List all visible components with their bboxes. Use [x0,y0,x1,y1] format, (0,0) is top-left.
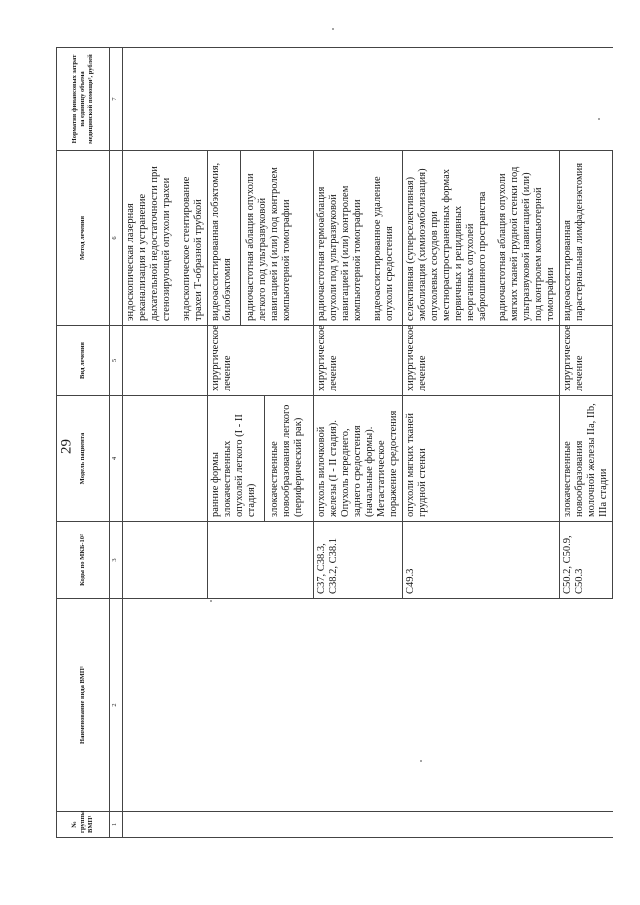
model-cell: опухоли мягких тканей грудной стенки [403,396,560,522]
header-treatment-type: Вид лечения [57,326,110,396]
table-row [403,48,560,838]
cost-cell [123,48,208,151]
method-cell [123,151,208,326]
column-number: 2 [110,599,123,812]
column-number: 7 [110,48,123,151]
scan-speck [598,118,600,120]
method-item: радиочастотная термоаблация опухоли под ультразвуковой навигацией и (или) контролем компьютерной томографии [316,185,363,321]
method-item: радиочастотная аблация опухоли мягких тканей грудной стенки под ультразвуковой навигацией (или) под контролем компьютерной томографии [497,166,556,321]
codes-cell: C50.2, C50.9, C50.3 [560,522,613,599]
header-treatment-method: Метод лечения [57,151,110,326]
model-cell: опухоль вилочковой железы (I - II стадия). Опухоль переднего, заднего средостения (начальные формы). Метастатическое поражение средостения [314,396,403,522]
codes-cell: C49.3 [403,522,560,599]
header-icd-codes: Коды по МКБ-10² [57,522,110,599]
table-row [314,48,403,838]
page-number: 29 [58,439,75,454]
treatment-cell [123,326,208,396]
header-cost-norm: Норматив финансовых затрат на единицу объема медицинской помощи³, рублей [57,48,110,151]
column-number: 3 [110,522,123,599]
method-cell [314,151,403,326]
scan-speck [420,760,422,762]
method-item: видеоассистированная лобэктомия, билобэктомия [210,162,233,321]
treatment-cell: хирургическое лечение [314,326,403,396]
model-item: ранние формы злокачественных опухолей легкого (I - II стадия) [210,414,257,517]
vmp-name-cell [560,599,613,812]
column-number: 4 [110,396,123,522]
model-item: злокачественные новообразования легкого (периферический рак) [264,396,311,521]
method-item: эндоскопическая лазерная реканализация и устранение дыхательной недостаточности при стенозирующей опухоли трахеи [125,166,172,321]
column-number: 5 [110,326,123,396]
scan-speck [210,600,212,602]
group-cell [403,812,560,838]
treatment-cell: хирургическое лечение [403,326,560,396]
codes-cell [208,522,314,599]
vmp-name-cell [123,599,208,812]
model-cell [123,396,208,522]
group-cell [560,812,613,838]
codes-cell: C37, C38.3, C38.2, C38.1 [314,522,403,599]
column-number-row [110,48,123,838]
table-row [560,48,613,838]
header-group-number: № группы ВМП¹ [57,812,110,838]
cost-cell [560,48,613,151]
model-cell: злокачественные новообразования молочной железы IIa, IIb, IIIa стадии [560,396,613,522]
cost-cell [208,48,314,151]
method-item: видеоассистированная парастернальная лимфаденэктомия [562,162,585,321]
group-cell [208,812,314,838]
header-vmp-name: Наименование вида ВМП¹ [57,599,110,812]
model-cell [208,396,314,522]
cost-cell [314,48,403,151]
column-number: 6 [110,151,123,326]
table-row [208,48,314,838]
group-cell [123,812,208,838]
vmp-name-cell [208,599,314,812]
header-patient-model: Модель пациента [57,396,110,522]
group-cell [314,812,403,838]
table-header-row [57,48,110,838]
vmp-name-cell [403,599,560,812]
treatment-cell: хирургическое лечение [208,326,314,396]
treatment-cell: хирургическое лечение [560,326,613,396]
method-item: селективная (суперселективная) эмболизация (химиоэмболизация) опухолевых сосудов при местнораспространенных формах первичных и рецидивных неорганных опухолей забрюшинного пространства [405,168,488,321]
method-cell [403,151,560,326]
scan-speck [332,28,334,30]
rotated-page-content [56,48,628,838]
method-cell [560,151,613,326]
method-item: радиочастотная аблация опухоли легкого под ультразвуковой навигацией и (или) под контролем компьютерной томографии [240,151,299,325]
method-item: видеоассистированное удаление опухоли средостения [372,176,395,321]
cost-cell [403,48,560,151]
codes-cell [123,522,208,599]
table-row [123,48,208,838]
medical-care-table [56,47,613,838]
method-cell [208,151,314,326]
vmp-name-cell [314,599,403,812]
method-item: эндоскопическое стентирование трахеи Т-образной трубкой [181,176,204,321]
column-number: 1 [110,812,123,838]
